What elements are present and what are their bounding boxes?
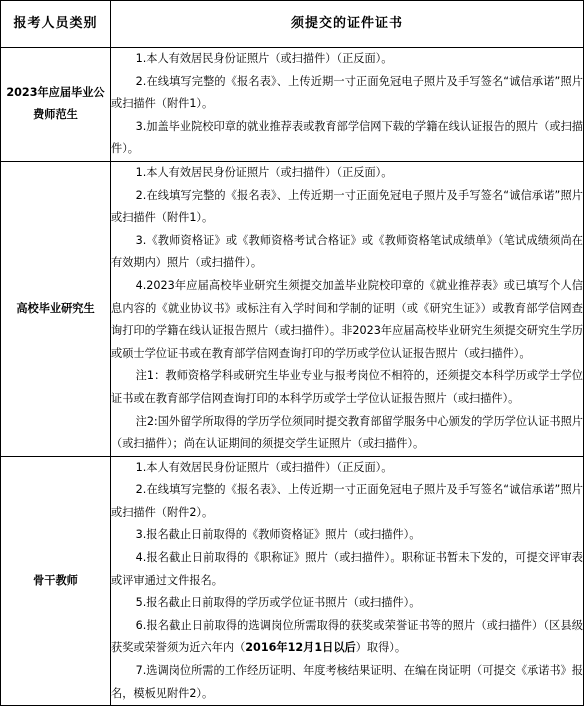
requirement-item: 2.在线填写完整的《报名表》、上传近期一寸正面免冠电子照片及手写签名“诚信承诺”照片或扫描件（附件1）。 bbox=[111, 74, 583, 111]
requirement-item: 4.2023年应届高校毕业研究生须提交加盖毕业院校印章的《就业推荐表》或已填写个人信息内容的《就业协议书》或标注有入学时间和学制的证明（或《研究生证》）或教育部学信网查询打印的学籍在线认证报告照片（或扫描件）。非2023年应届高校毕业研究生须提交研究生学历或硕士学位证书或在教育部学信网查询打印的学历或学位认证报告照片（或扫描件）。 bbox=[111, 278, 583, 360]
requirement-item: 1.本人有效居民身份证照片（或扫描件）（正反面）。 bbox=[135, 460, 393, 474]
requirement-item: 1.本人有效居民身份证照片（或扫描件）（正反面）。 bbox=[135, 165, 393, 179]
requirement-item: 3.加盖毕业院校印章的就业推荐表或教育部学信网下载的学籍在线认证报告的照片（或扫描件）。 bbox=[111, 119, 583, 156]
deadline-date: 2016年12月1日以后 bbox=[245, 641, 356, 655]
requirement-item: 4.报名截止日前取得的《职称证》照片（或扫描件）。职称证书暂未下发的，可提交评审表或评审通过文件报名。 bbox=[111, 551, 583, 587]
requirement-item: 5.报名截止日前取得的学历或学位证书照片（或扫描件）。 bbox=[135, 596, 421, 610]
requirement-item: 7.选调岗位所需的工作经历证明、年度考核结果证明、在编在岗证明（可提交《承诺书》报名，模板见附件2）。 bbox=[111, 664, 583, 700]
requirement-text: 6.报名截止日前取得的选调岗位所需取得的获奖或荣誉证书等的照片（或扫描件）（区县级获奖或荣誉须为近六年内（ bbox=[111, 618, 583, 655]
category-cell: 高校毕业研究生 bbox=[1, 161, 111, 456]
table-header-row bbox=[1, 1, 584, 48]
table-row bbox=[1, 161, 584, 456]
requirement-note: 注1：教师资格学科或研究生毕业专业与报考岗位不相符的，还须提交本科学历或学士学位证书或在教育部学信网查询打印的本科学历或学士学位认证报告照片（或扫描件）。 bbox=[111, 369, 583, 405]
requirement-item: 2.在线填写完整的《报名表》、上传近期一寸正面免冠电子照片及手写签名“诚信承诺”照片或扫描件（附件2）。 bbox=[111, 483, 583, 519]
requirement-text: ）取得）。 bbox=[355, 641, 407, 655]
requirement-item: 3.《教师资格证》或《教师资格考试合格证》或《教师资格笔试成绩单》（笔试成绩须尚在有效期内）照片（或扫描件）。 bbox=[111, 233, 583, 270]
requirement-item: 3.报名截止日前取得的《教师资格证》照片（或扫描件）。 bbox=[135, 528, 421, 542]
requirements-cell bbox=[111, 161, 584, 456]
requirements-cell bbox=[111, 456, 584, 706]
category-cell: 骨干教师 bbox=[1, 456, 111, 706]
table-row bbox=[1, 48, 584, 162]
requirement-item: 1.本人有效居民身份证照片（或扫描件）（正反面）。 bbox=[135, 52, 393, 65]
requirements-cell bbox=[111, 48, 584, 162]
requirement-item: 2.在线填写完整的《报名表》、上传近期一寸正面免冠电子照片及手写签名“诚信承诺”照片或扫描件（附件1）。 bbox=[111, 188, 583, 225]
table-row bbox=[1, 456, 584, 706]
category-cell: 2023年应届毕业公费师范生 bbox=[1, 48, 111, 162]
requirement-item bbox=[111, 615, 583, 660]
header-category: 报考人员类别 bbox=[1, 1, 111, 48]
requirement-note: 注2:国外留学所取得的学历学位须同时提交教育部留学服务中心颁发的学历学位认证书照片（或扫描件）；尚在认证期间的须提交学生证照片（或扫描件）。 bbox=[111, 414, 583, 451]
header-documents: 须提交的证件证书 bbox=[111, 1, 584, 48]
